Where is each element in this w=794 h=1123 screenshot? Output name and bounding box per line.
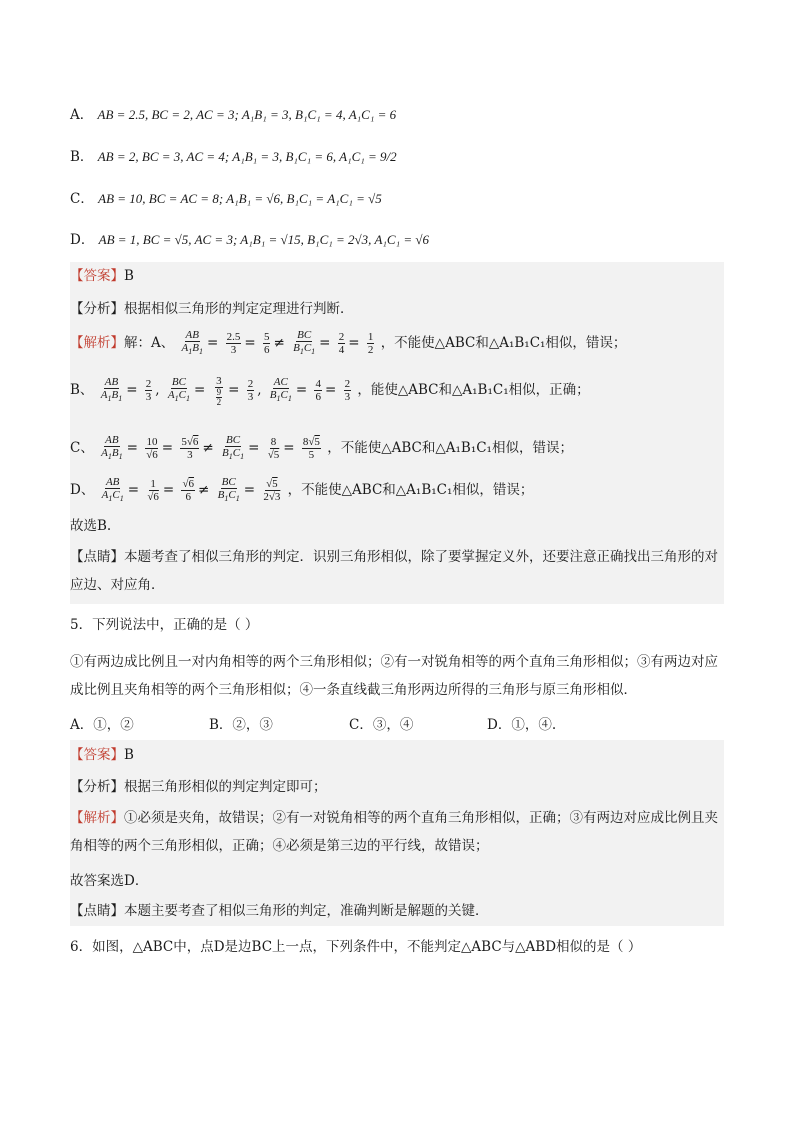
fraction: $\frac{4}{6}$ <box>315 378 321 403</box>
comment-text: 本题考查了相似三角形的判定．识别三角形相似，除了要掌握定义外，还要注意正确找出三角形的对应边、对应角． <box>70 549 718 593</box>
fraction: $\frac{2}{4}$ <box>338 331 345 356</box>
fraction: $\frac{1}{2}$ <box>367 331 374 356</box>
fraction: $\frac{AB}{A_1B_1}$ <box>181 329 204 356</box>
q5-option-c: C．③，④ <box>349 717 414 733</box>
fraction: $\frac{BC}{A_1C_1}$ <box>167 376 190 403</box>
analysis-line-q5 <box>70 776 327 798</box>
q5-option-d: D．①，④. <box>487 717 557 733</box>
explain-c-tail: ，不能使△ABC和△A₁B₁C₁相似，错误； <box>327 440 573 456</box>
explain-line-a: 【解析】解：A、 $\frac{AB}{A_1B_1}$ = $\frac{2.5}{3}$ = $\frac{5}{6}$ ≠ $\frac{BC}{B_1C_1}$ = $\frac{2}{4}$ = $\frac{1}{2}$ ，不能使△ABC和△A₁B₁C₁相似，错误； <box>70 329 627 356</box>
fraction: $\frac{BC}{B_1C_1}$ <box>222 434 245 461</box>
analysis-text: 根据相似三角形的判定定理进行判断． <box>124 301 354 317</box>
comment-text: 本题主要考查了相似三角形的判定，准确判断是解题的关键． <box>124 903 489 919</box>
conclusion-q5: 故答案选D． <box>70 873 149 889</box>
q5-option-b: B．②，③ <box>209 717 273 733</box>
comment-q4 <box>70 543 724 599</box>
explain-d-tail: ，不能使△ABC和△A₁B₁C₁相似，错误； <box>287 482 534 498</box>
explain-line-d: D、 $\frac{AB}{A_1C_1}$ = $\frac{1}{√6}$ = $\frac{√6}{6}$ ≠ $\frac{BC}{B_1C_1}$ = $\frac{√5}{2√3}$ ，不能使△ABC和△A₁B₁C₁相似，错误； <box>70 476 534 503</box>
option-d-label: D． <box>70 232 95 248</box>
option-b <box>70 146 397 168</box>
option-c-label: C． <box>70 191 94 207</box>
answer-line-q5 <box>70 744 134 766</box>
answer-value: B <box>124 268 134 284</box>
question-5-statements: ①有两边成比例且一对内角相等的两个三角形相似；②有一对锐角相等的两个直角三角形相似；③有两边对应成比例且夹角相等的两个三角形相似；④一条直线截三角形两边所得的三角形与原三角形相似． <box>70 654 718 698</box>
explain-tag: 【解析】 <box>70 335 124 351</box>
option-a-text: AB = 2.5, BC = 2, AC = 3; A₁B₁ = 3, B₁C₁ = 4, A₁C₁ = 6 <box>97 107 397 122</box>
fraction: $\frac{√6}{6}$ <box>182 478 195 503</box>
option-b-label: B． <box>70 149 94 165</box>
option-d-text: AB = 1, BC = √5, AC = 3; A₁B₁ = √15, B₁C₁ = 2√3, A₁C₁ = √6 <box>98 232 430 247</box>
comment-q5 <box>70 900 489 922</box>
analysis-tag: 【分析】 <box>70 779 124 795</box>
fraction: $\frac{AC}{B_1C_1}$ <box>269 376 292 403</box>
option-c <box>70 188 382 210</box>
comment-tag: 【点睛】 <box>70 549 124 565</box>
explain-line-b: B、 $\frac{AB}{A_1B_1}$ = $\frac{2}{3}$ , $\frac{BC}{A_1C_1}$ = $\frac{3}{\frac{9}{2}}$ = $\frac{2}{3}$ , $\frac{AC}{B_1C_1}$ = $\frac{4}{6}$ = $\frac{2}{3}$ ，能使△ABC和△A₁B₁C₁相似，正确； <box>70 374 590 407</box>
conclusion-q4: 故选B. <box>70 518 112 534</box>
analysis-tag: 【分析】 <box>70 301 124 317</box>
fraction: $\frac{8}{√5}$ <box>267 436 280 461</box>
explain-d-head: D、 <box>70 482 95 498</box>
option-d <box>70 229 429 251</box>
explain-text: ①必须是夹角，故错误；②有一对锐角相等的两个直角三角形相似，正确；③有两边对应成比例且夹角相等的两个三角形相似，正确；④必须是第三边的平行线，故错误； <box>70 810 718 854</box>
answer-tag: 【答案】 <box>70 268 124 284</box>
explain-b-head: B、 <box>70 382 94 398</box>
fraction: $\frac{2}{3}$ <box>247 378 254 403</box>
question-6-stem: 6．如图，△ABC中，点D是边BC上一点，下列条件中，不能判定△ABC与△ABD相似的是（ ） <box>70 939 642 955</box>
explain-b-tail: ，能使△ABC和△A₁B₁C₁相似，正确； <box>357 382 590 398</box>
explain-line-c: C、 $\frac{AB}{A_1B_1}$ = $\frac{10}{√6}$ = $\frac{5√6}{3}$ ≠ $\frac{BC}{B_1C_1}$ = $\frac{8}{√5}$ = $\frac{8√5}{5}$ ，不能使△ABC和△A₁B₁C₁相似，错误； <box>70 434 573 461</box>
fraction: $\frac{2.5}{3}$ <box>226 331 241 356</box>
analysis-line-q4 <box>70 298 354 320</box>
option-c-text: AB = 10, BC = AC = 8; A₁B₁ = √6, B₁C₁ = A₁C₁ = √5 <box>98 191 382 206</box>
fraction: $\frac{10}{√6}$ <box>146 436 158 461</box>
option-a-label: A． <box>70 107 94 123</box>
fraction: $\frac{1}{√6}$ <box>147 478 159 503</box>
answer-value: B <box>124 747 134 763</box>
fraction: $\frac{BC}{B_1C_1}$ <box>217 476 240 503</box>
option-a <box>70 104 396 126</box>
fraction: $\frac{2}{3}$ <box>145 378 152 403</box>
answer-line-q4 <box>70 265 134 287</box>
fraction: $\frac{5√6}{3}$ <box>181 436 199 461</box>
fraction: $\frac{√5}{2√3}$ <box>263 478 281 503</box>
explain-a-tail: ，不能使△ABC和△A₁B₁C₁相似，错误； <box>380 335 627 351</box>
fraction: $\frac{8√5}{5}$ <box>302 436 320 461</box>
explain-tag: 【解析】 <box>70 810 124 826</box>
fraction: $\frac{AB}{A_1C_1}$ <box>101 476 124 503</box>
fraction: $\frac{5}{6}$ <box>263 331 270 356</box>
comment-tag: 【点睛】 <box>70 903 124 919</box>
fraction: $\frac{AB}{A_1B_1}$ <box>101 434 123 461</box>
question-5-stem: 5．下列说法中，正确的是（ ） <box>70 617 259 633</box>
explain-q5 <box>70 804 724 860</box>
option-b-text: AB = 2, BC = 3, AC = 4; A₁B₁ = 3, B₁C₁ = 6, A₁C₁ = 9/2 <box>97 149 397 164</box>
explain-intro: 解：A、 <box>124 335 175 351</box>
q5-option-a: A．①，② <box>70 717 134 733</box>
fraction: $\frac{AB}{A_1B_1}$ <box>100 376 123 403</box>
fraction: $\frac{BC}{B_1C_1}$ <box>293 329 316 356</box>
explain-c-head: C、 <box>70 440 94 456</box>
fraction: $\frac{2}{3}$ <box>344 378 351 403</box>
fraction: $\frac{3}{\frac{9}{2}}$ <box>216 374 222 407</box>
analysis-text: 根据三角形相似的判定判定即可； <box>124 779 327 795</box>
answer-tag: 【答案】 <box>70 747 124 763</box>
